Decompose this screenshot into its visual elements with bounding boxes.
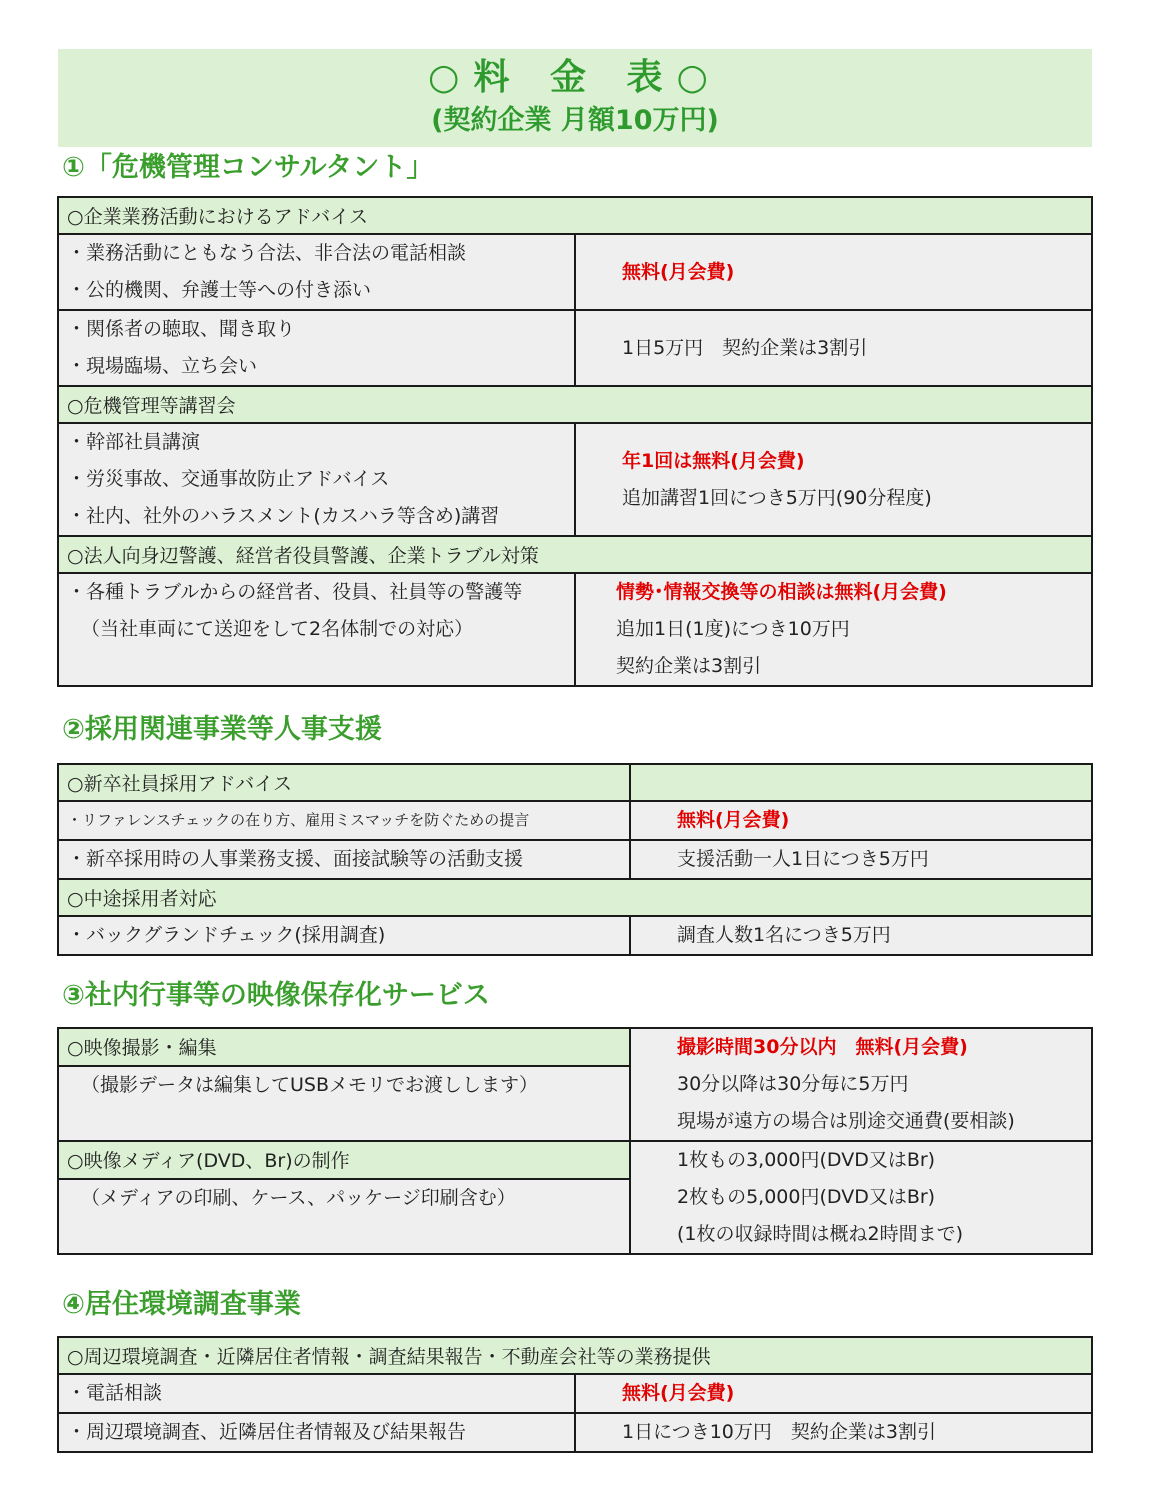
table-row-item xyxy=(58,840,630,879)
price-text: 支援活動一人1日につき5万円 xyxy=(677,848,929,870)
price-text: 1日5万円 契約企業は3割引 xyxy=(622,336,868,359)
title-banner xyxy=(58,49,1092,147)
price-text: (1枚の収録時間は概ね2時間まで) xyxy=(677,1223,964,1245)
table-crisis-management xyxy=(57,196,1093,687)
free-price-text: 年1回は無料(月会費) xyxy=(622,449,805,472)
table-row-item xyxy=(58,916,630,955)
list-item: ・業務活動にともなう合法、非合法の電話相談 xyxy=(67,242,467,264)
group-header: ○映像メディア(DVD、Br)の制作 xyxy=(58,1141,630,1179)
price-cell xyxy=(575,423,1092,536)
group-header: ○法人向身辺警護、経営者役員警護、企業トラブル対策 xyxy=(58,536,1092,573)
price-text: 2枚もの5,000円(DVD又はBr) xyxy=(677,1186,936,1208)
list-item: ・社内、社外のハラスメント(カスハラ等含め)講習 xyxy=(67,505,500,527)
table-row-item xyxy=(58,801,630,840)
page-subtitle: (契約企業 月額10万円) xyxy=(431,105,719,136)
list-item: ・バックグランドチェック(採用調査) xyxy=(67,924,386,946)
price-cell xyxy=(575,1374,1092,1413)
list-item: ・リファレンスチェックの在り方、雇用ミスマッチを防ぐための提言 xyxy=(67,811,530,829)
table-row-items xyxy=(58,310,575,386)
price-cell xyxy=(575,573,1092,686)
price-text: 30分以降は30分毎に5万円 xyxy=(677,1073,909,1095)
table-row-items xyxy=(58,234,575,310)
table-residential-survey xyxy=(57,1336,1093,1453)
group-header-empty xyxy=(630,764,1092,801)
list-item: ・周辺環境調査、近隣居住者情報及び結果報告 xyxy=(67,1421,467,1443)
table-row-item xyxy=(58,1179,630,1254)
price-text: 1枚もの3,000円(DVD又はBr) xyxy=(677,1149,936,1171)
group-header: ○周辺環境調査・近隣居住者情報・調査結果報告・不動産会社等の業務提供 xyxy=(58,1337,1092,1374)
group-header: ○新卒社員採用アドバイス xyxy=(58,764,630,801)
price-text: 調査人数1名につき5万円 xyxy=(677,924,891,946)
list-item: ・各種トラブルからの経営者、役員、社員等の警護等 xyxy=(67,581,523,603)
price-cell xyxy=(630,916,1092,955)
list-item-note: （メディアの印刷、ケース、パッケージ印刷含む） xyxy=(81,1186,516,1209)
table-recruitment xyxy=(57,763,1093,956)
section-title-recruitment: ②採用関連事業等人事支援 xyxy=(62,714,382,745)
group-header: ○中途採用者対応 xyxy=(58,879,1092,916)
free-price-text: 撮影時間30分以内 無料(月会費) xyxy=(677,1036,968,1058)
free-price-text: 無料(月会費) xyxy=(622,260,735,283)
price-text: 追加1日(1度)につき10万円 xyxy=(616,618,850,640)
list-item: ・幹部社員講演 xyxy=(67,431,201,453)
list-item: ・電話相談 xyxy=(67,1382,163,1404)
table-row-items xyxy=(58,423,575,536)
free-price-text: 無料(月会費) xyxy=(622,1382,735,1404)
list-item: ・公的機関、弁護士等への付き添い xyxy=(67,279,372,301)
group-header: ○企業業務活動におけるアドバイス xyxy=(58,197,1092,234)
price-cell xyxy=(630,1141,1092,1254)
price-cell xyxy=(575,310,1092,386)
list-item-note: （当社車両にて送迎をして2名体制での対応） xyxy=(81,618,474,640)
price-cell xyxy=(575,234,1092,310)
price-text: 契約企業は3割引 xyxy=(616,655,762,677)
page-title: ○料 金 表○ xyxy=(428,57,722,98)
table-row-item xyxy=(58,1374,575,1413)
price-cell xyxy=(630,801,1092,840)
list-item: ・関係者の聴取、聞き取り xyxy=(67,318,296,340)
price-cell xyxy=(575,1413,1092,1452)
price-text: 1日につき10万円 契約企業は3割引 xyxy=(622,1421,936,1443)
price-text: 追加講習1回につき5万円(90分程度) xyxy=(622,486,932,509)
price-cell xyxy=(630,840,1092,879)
free-price-text: 無料(月会費) xyxy=(677,809,790,831)
section-title-residential-survey: ④居住環境調査事業 xyxy=(62,1289,301,1320)
list-item: ・労災事故、交通事故防止アドバイス xyxy=(67,468,390,490)
free-price-text: 情勢･情報交換等の相談は無料(月会費) xyxy=(616,581,947,603)
price-text: 現場が遠方の場合は別途交通費(要相談) xyxy=(677,1110,1015,1132)
table-row-items xyxy=(58,573,575,686)
list-item-note: （撮影データは編集してUSBメモリでお渡しします） xyxy=(81,1073,539,1096)
table-row-item xyxy=(58,1413,575,1452)
table-row-item xyxy=(58,1066,630,1141)
list-item: ・現場臨場、立ち会い xyxy=(67,355,258,377)
section-title-video-service: ③社内行事等の映像保存化サービス xyxy=(62,980,490,1011)
price-cell xyxy=(630,1028,1092,1141)
list-item: ・新卒採用時の人事業務支援、面接試験等の活動支援 xyxy=(67,848,524,870)
group-header: ○映像撮影・編集 xyxy=(58,1028,630,1066)
section-title-crisis-management: ①「危機管理コンサルタント」 xyxy=(62,152,434,183)
table-video-service xyxy=(57,1027,1093,1255)
group-header: ○危機管理等講習会 xyxy=(58,386,1092,423)
